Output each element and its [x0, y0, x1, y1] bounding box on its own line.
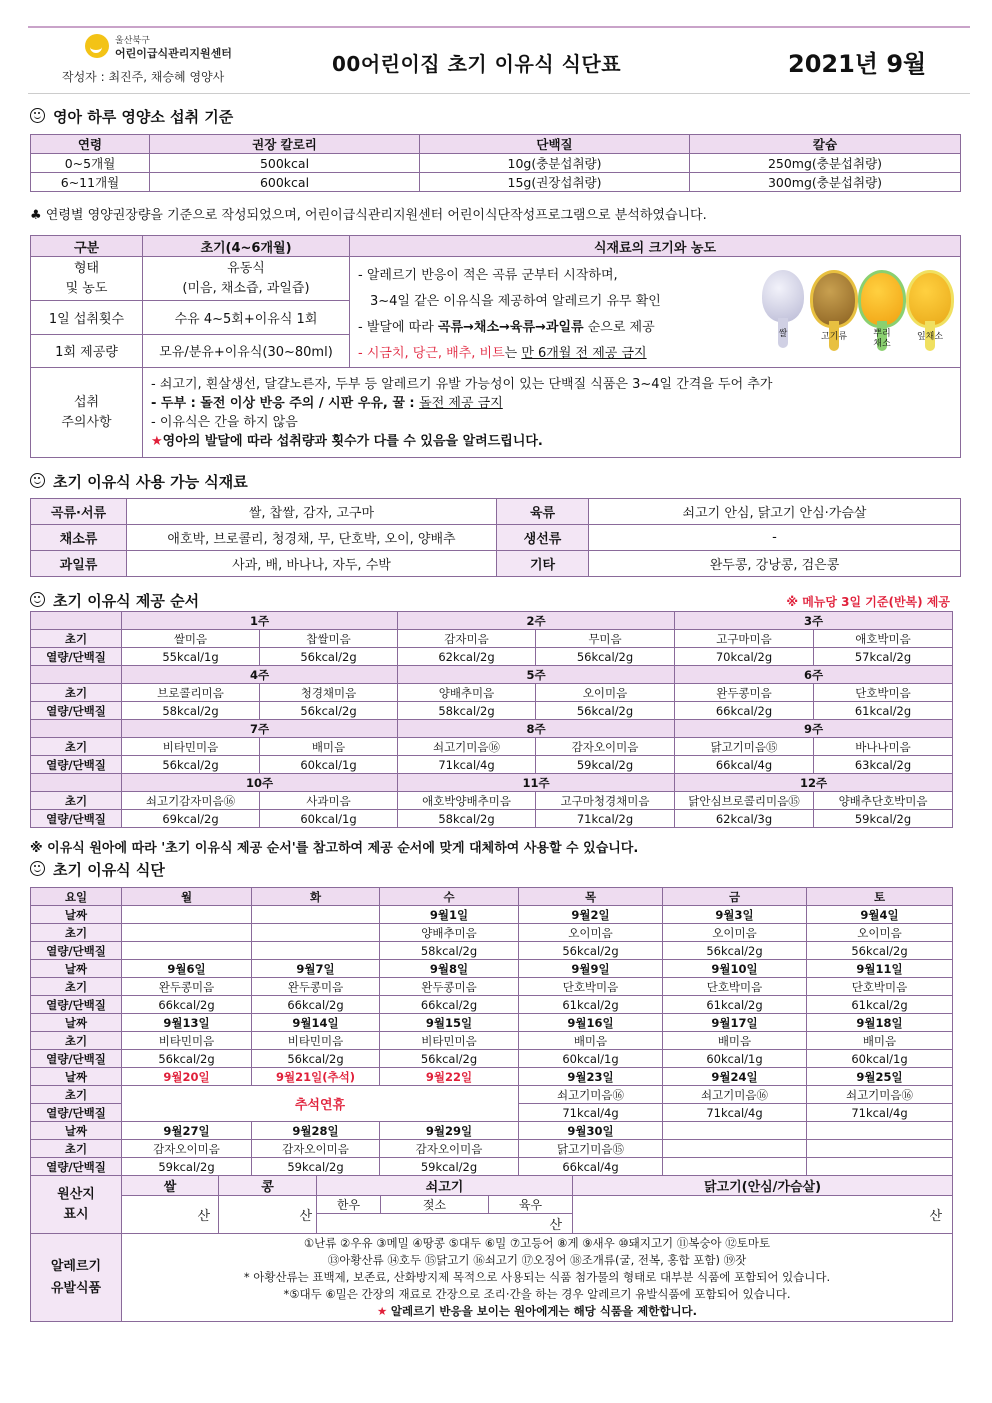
order-kcal-row: 열량/단백질 69kcal/2g 60kcal/1g 58kcal/2g 71kcal/2g 62kcal/3g 59kcal/2g — [31, 810, 953, 828]
kcal-value — [807, 1158, 953, 1176]
origin-bean: 콩 — [219, 1176, 317, 1196]
root-vegetable-spoon-image: 뿌리 채소 — [858, 270, 906, 328]
kcal-value: 59kcal/2g — [380, 1158, 519, 1176]
menu-item: 감자오이미음 — [252, 1140, 380, 1158]
allergy-note-2: *⑤대두 ⑥밀은 간장의 재료로 간장으로 조리·간을 하는 경우 알레르기 유발식품에 포함되어 있습니다. — [283, 1287, 791, 1301]
kcal-value: 71kcal/4g — [519, 1104, 663, 1122]
guide-header-category: 구분 — [31, 236, 143, 257]
menu-item: 양배추미음 — [380, 924, 519, 942]
week-label: 7주 — [122, 720, 398, 738]
kcal-value: 61kcal/2g — [519, 996, 663, 1014]
star-icon: ★ — [151, 433, 163, 449]
menu-item: 배미음 — [519, 1032, 663, 1050]
table-row: 채소류 애호박, 브로콜리, 청경채, 무, 단호박, 오이, 양배추 생선류 - — [31, 525, 961, 551]
menu-item: 찹쌀미음 — [260, 630, 398, 648]
order-footnote: ※ 이유식 원아에 따라 '초기 이유식 제공 순서'를 참고하여 제공 순서에 맞게 대체하여 사용할 수 있습니다. — [30, 841, 639, 856]
menu-item: 쇠고기미음⑯ — [663, 1086, 807, 1104]
guide-amount-label: 1회 제공량 — [31, 334, 143, 367]
section-order-title: 초기 이유식 제공 순서 — [30, 590, 199, 611]
date-cell: 9월16일 — [519, 1014, 663, 1032]
menu-item: 배미음 — [663, 1032, 807, 1050]
kcal-value: 71kcal/2g — [536, 810, 675, 828]
allergy-warning: ★ 알레르기 반응을 보이는 원아에게는 해당 식품을 제한합니다. — [376, 1304, 698, 1318]
menu-item: 오이미음 — [807, 924, 953, 942]
menu-item: 비타민미음 — [252, 1032, 380, 1050]
day-label: 월 — [122, 888, 252, 906]
allergy-note-1: * 아황산류는 표백제, 보존료, 산화방지제 목적으로 사용되는 식품 첨가물의 형태로 대부분 식품에 포함되어 있습니다. — [243, 1270, 831, 1284]
smile-logo-icon — [85, 34, 109, 58]
date-cell: 9월9일 — [519, 960, 663, 978]
date-cell — [252, 906, 380, 924]
week-label: 6주 — [675, 666, 953, 684]
table-row: 6~11개월 600kcal 15g(권장섭취량) 300mg(충분섭취량) — [31, 173, 961, 192]
date-cell: 9월20일 — [122, 1068, 252, 1086]
size-line-1: - 알레르기 반응이 적은 곡류 군부터 시작하며, — [358, 268, 618, 283]
size-line-3: - 발달에 따라 곡류→채소→육류→과일류 순으로 제공 — [358, 320, 655, 335]
menu-item: 사과미음 — [260, 792, 398, 810]
menu-item: 비타민미음 — [122, 738, 260, 756]
origin-label: 원산지 표시 — [31, 1176, 122, 1234]
kcal-row: 열량/단백질 56kcal/2g 56kcal/2g 56kcal/2g 60kcal/1g 60kcal/1g 60kcal/1g — [31, 1050, 953, 1068]
origin-beef: 쇠고기 — [317, 1176, 573, 1196]
kcal-value: 71kcal/4g — [398, 756, 536, 774]
smile-icon — [30, 473, 45, 488]
spoon-photos — [758, 270, 953, 352]
meat-spoon-image: 고기류 — [810, 270, 858, 328]
guide-times-value: 수유 4~5회+이유식 1회 — [143, 301, 350, 334]
menu-item: 쌀미음 — [122, 630, 260, 648]
guide-caution-cell: - 쇠고기, 흰살생선, 달걀노른자, 두부 등 알레르기 유발 가능성이 있는 단백질 식품은 3~4일 간격을 두어 추가 - 두부 : 돌전 이상 반응 주의 / 시판 우유, 꿀 : 돌전 제공 금지 - 이유식은 간을 하지 않음 ★영아의 발달에 따라 섭취량과 횟수가 다를 수 있음을 알려드립니다. — [143, 368, 961, 458]
kcal-value — [663, 1158, 807, 1176]
section-intake-title: 영아 하루 영양소 섭취 기준 — [30, 106, 233, 127]
menu-item: 무미음 — [536, 630, 675, 648]
date-row: 날짜 9월27일 9월28일 9월29일 9월30일 — [31, 1122, 953, 1140]
date-cell: 9월1일 — [380, 906, 519, 924]
menu-item — [807, 1140, 953, 1158]
day-label: 토 — [807, 888, 953, 906]
menu-item — [122, 924, 252, 942]
menu-item: 배미음 — [807, 1032, 953, 1050]
date-cell: 9월22일 — [380, 1068, 519, 1086]
menu-item: 청경채미음 — [260, 684, 398, 702]
order-week-row — [31, 720, 953, 738]
menu-row: 초기 추석연휴 쇠고기미음⑯ 쇠고기미음⑯ 쇠고기미음⑯ — [31, 1086, 953, 1104]
table-row: 곡류·서류 쌀, 찹쌀, 감자, 고구마 육류 쇠고기 안심, 닭고기 안심·가슴살 — [31, 499, 961, 525]
week-label: 10주 — [122, 774, 398, 792]
kcal-value: 71kcal/4g — [663, 1104, 807, 1122]
date-cell: 9월21일(추석) — [252, 1068, 380, 1086]
date-cell: 9월25일 — [807, 1068, 953, 1086]
intake-header-protein: 단백질 — [420, 135, 690, 154]
date-row: 날짜 9월6일 9월7일 9월8일 9월9일 9월10일 9월11일 — [31, 960, 953, 978]
kcal-value: 66kcal/2g — [380, 996, 519, 1014]
date-cell: 9월23일 — [519, 1068, 663, 1086]
menu-item: 감자오이미음 — [122, 1140, 252, 1158]
week-label: 4주 — [122, 666, 398, 684]
guide-header-size: 식재료의 크기와 농도 — [350, 236, 961, 257]
kcal-value: 58kcal/2g — [398, 702, 536, 720]
kcal-value: 66kcal/2g — [122, 996, 252, 1014]
menu-item: 양배추단호박미음 — [814, 792, 953, 810]
date-cell: 9월8일 — [380, 960, 519, 978]
week-label: 11주 — [398, 774, 675, 792]
menu-item: 애호박미음 — [814, 630, 953, 648]
page-title: 00어린이집 초기 이유식 식단표 — [332, 52, 622, 76]
guide-caution-label: 섭취 주의사항 — [31, 368, 143, 458]
date-cell: 9월27일 — [122, 1122, 252, 1140]
kcal-value: 71kcal/4g — [807, 1104, 953, 1122]
size-line-4: - 시금치, 당근, 배추, 비트는 만 6개월 전 제공 금지 — [358, 346, 647, 361]
day-label: 화 — [252, 888, 380, 906]
menu-row: 초기 완두콩미음 완두콩미음 완두콩미음 단호박미음 단호박미음 단호박미음 — [31, 978, 953, 996]
date-cell: 9월30일 — [519, 1122, 663, 1140]
week-label: 8주 — [398, 720, 675, 738]
smile-icon — [30, 108, 45, 123]
menu-item: 감자오이미음 — [536, 738, 675, 756]
date-cell: 9월6일 — [122, 960, 252, 978]
week-label: 2주 — [398, 612, 675, 630]
day-label: 목 — [519, 888, 663, 906]
origin-beef-value: 산 — [317, 1214, 573, 1234]
week-label: 9주 — [675, 720, 953, 738]
kcal-value: 60kcal/1g — [260, 810, 398, 828]
menu-item: 닭고기미음⑮ — [675, 738, 814, 756]
menu-month: 2021년 9월 — [788, 50, 927, 78]
size-line-2: 3~4일 같은 이유식을 제공하여 알레르기 유무 확인 — [370, 294, 661, 309]
kcal-row: 열량/단백질 71kcal/4g 71kcal/4g 71kcal/4g — [31, 1104, 953, 1122]
menu-item: 고구마청경채미음 — [536, 792, 675, 810]
order-menu-row: 초기 쌀미음 찹쌀미음 감자미음 무미음 고구마미음 애호박미음 — [31, 630, 953, 648]
days-row: 요일 월 화 수 목 금 토 — [31, 888, 953, 906]
week-label: 12주 — [675, 774, 953, 792]
menu-item: 단호박미음 — [814, 684, 953, 702]
order-week-row — [31, 612, 953, 630]
menu-item: 고구마미음 — [675, 630, 814, 648]
kcal-value: 56kcal/2g — [807, 942, 953, 960]
kcal-value: 66kcal/2g — [252, 996, 380, 1014]
table-row: 과일류 사과, 배, 바나나, 자두, 수박 기타 완두콩, 강낭콩, 검은콩 — [31, 551, 961, 577]
origin-chicken-value: 산 — [573, 1196, 953, 1234]
day-label: 금 — [663, 888, 807, 906]
week-label: 1주 — [122, 612, 398, 630]
intake-header-calorie: 권장 칼로리 — [150, 135, 420, 154]
kcal-value: 56kcal/2g — [260, 648, 398, 666]
date-cell: 9월7일 — [252, 960, 380, 978]
logo-region: 울산북구 — [115, 36, 150, 46]
kcal-value: 59kcal/2g — [122, 1158, 252, 1176]
header-divider — [28, 93, 970, 94]
date-cell — [663, 1122, 807, 1140]
kcal-value: 56kcal/2g — [122, 756, 260, 774]
menu-item: 비타민미음 — [380, 1032, 519, 1050]
menu-item: 감자미음 — [398, 630, 536, 648]
guide-header-early: 초기(4~6개월) — [143, 236, 350, 257]
menu-item: 쇠고기미음⑯ — [807, 1086, 953, 1104]
week-label: 3주 — [675, 612, 953, 630]
kcal-value: 58kcal/2g — [398, 810, 536, 828]
kcal-value: 60kcal/1g — [807, 1050, 953, 1068]
menu-item: 비타민미음 — [122, 1032, 252, 1050]
date-cell: 9월10일 — [663, 960, 807, 978]
menu-item: 완두콩미음 — [380, 978, 519, 996]
allergy-cell — [122, 1234, 953, 1322]
guide-times-label: 1일 섭취횟수 — [31, 301, 143, 334]
date-cell — [122, 906, 252, 924]
kcal-value: 61kcal/2g — [807, 996, 953, 1014]
menu-item: 오이미음 — [519, 924, 663, 942]
menu-item: 오이미음 — [663, 924, 807, 942]
menu-item — [252, 924, 380, 942]
kcal-value: 56kcal/2g — [663, 942, 807, 960]
date-cell: 9월3일 — [663, 906, 807, 924]
kcal-value: 60kcal/1g — [519, 1050, 663, 1068]
smile-icon — [30, 592, 45, 607]
menu-item: 단호박미음 — [519, 978, 663, 996]
kcal-value: 56kcal/2g — [519, 942, 663, 960]
order-table — [30, 611, 953, 828]
menu-item: 애호박양배추미음 — [398, 792, 536, 810]
order-week-row — [31, 666, 953, 684]
table-row: 0~5개월 500kcal 10g(충분섭취량) 250mg(충분섭취량) — [31, 154, 961, 173]
smile-icon — [30, 861, 45, 876]
kcal-value: 57kcal/2g — [814, 648, 953, 666]
menu-item — [663, 1140, 807, 1158]
kcal-value: 56kcal/2g — [252, 1050, 380, 1068]
kcal-value: 62kcal/2g — [398, 648, 536, 666]
menu-table — [30, 887, 953, 1176]
kcal-value: 56kcal/2g — [536, 702, 675, 720]
intake-header-calcium: 칼슘 — [690, 135, 961, 154]
menu-item: 양배추미음 — [398, 684, 536, 702]
menu-item: 감자오이미음 — [380, 1140, 519, 1158]
star-icon: ★ — [376, 1304, 388, 1318]
kcal-value: 60kcal/1g — [663, 1050, 807, 1068]
order-kcal-row: 열량/단백질 58kcal/2g 56kcal/2g 58kcal/2g 56kcal/2g 66kcal/2g 61kcal/2g — [31, 702, 953, 720]
order-menu-row: 초기 비타민미음 배미음 쇠고기미음⑯ 감자오이미음 닭고기미음⑮ 바나나미음 — [31, 738, 953, 756]
kcal-value: 61kcal/2g — [663, 996, 807, 1014]
date-cell: 9월17일 — [663, 1014, 807, 1032]
date-cell: 9월18일 — [807, 1014, 953, 1032]
allergy-label: 알레르기 유발식품 — [31, 1234, 122, 1322]
holiday-label: 추석연휴 — [122, 1086, 519, 1122]
kcal-value: 63kcal/2g — [814, 756, 953, 774]
date-cell: 9월29일 — [380, 1122, 519, 1140]
kcal-value: 70kcal/2g — [675, 648, 814, 666]
menu-item: 쇠고기감자미음⑯ — [122, 792, 260, 810]
author: 작성자 : 최진주, 채승혜 영양사 — [62, 70, 225, 84]
menu-item: 완두콩미음 — [122, 978, 252, 996]
origin-bean-value: 산 — [219, 1196, 317, 1234]
kcal-value: 66kcal/4g — [675, 756, 814, 774]
foods-table — [30, 498, 961, 577]
date-row: 날짜 9월1일 9월2일 9월3일 9월4일 — [31, 906, 953, 924]
guide-form-value: 유동식 (미음, 채소즙, 과일즙) — [143, 257, 350, 301]
origin-chicken: 닭고기(안심/가슴살) — [573, 1176, 953, 1196]
leaf-vegetable-spoon-image: 잎채소 — [906, 270, 954, 328]
center-logo — [85, 32, 275, 68]
date-row: 날짜 9월20일 9월21일(추석) 9월22일 9월23일 9월24일 9월25일 — [31, 1068, 953, 1086]
kcal-value: 66kcal/4g — [519, 1158, 663, 1176]
order-kcal-row: 열량/단백질 56kcal/2g 60kcal/1g 71kcal/4g 59kcal/2g 66kcal/4g 63kcal/2g — [31, 756, 953, 774]
date-cell: 9월14일 — [252, 1014, 380, 1032]
intake-header-age: 연령 — [31, 135, 150, 154]
origin-rice: 쌀 — [122, 1176, 219, 1196]
menu-item: 배미음 — [260, 738, 398, 756]
kcal-value: 66kcal/2g — [675, 702, 814, 720]
rice-spoon-image: 쌀 — [762, 270, 804, 322]
date-cell: 9월4일 — [807, 906, 953, 924]
order-menu-row: 초기 쇠고기감자미음⑯ 사과미음 애호박양배추미음 고구마청경채미음 닭안심브로콜리미음⑮ 양배추단호박미음 — [31, 792, 953, 810]
kcal-value: 59kcal/2g — [252, 1158, 380, 1176]
date-cell — [807, 1122, 953, 1140]
date-cell: 9월11일 — [807, 960, 953, 978]
menu-item: 닭안심브로콜리미음⑮ — [675, 792, 814, 810]
menu-row: 초기 양배추미음 오이미음 오이미음 오이미음 — [31, 924, 953, 942]
kcal-value: 59kcal/2g — [536, 756, 675, 774]
menu-item: 브로콜리미음 — [122, 684, 260, 702]
menu-item: 쇠고기미음⑯ — [398, 738, 536, 756]
menu-item: 쇠고기미음⑯ — [519, 1086, 663, 1104]
kcal-row: 열량/단백질 66kcal/2g 66kcal/2g 66kcal/2g 61kcal/2g 61kcal/2g 61kcal/2g — [31, 996, 953, 1014]
order-note: ※ 메뉴당 3일 기준(반복) 제공 — [786, 595, 950, 609]
kcal-value: 60kcal/1g — [260, 756, 398, 774]
date-cell: 9월15일 — [380, 1014, 519, 1032]
origin-rice-value: 산 — [122, 1196, 219, 1234]
date-cell: 9월24일 — [663, 1068, 807, 1086]
kcal-row: 열량/단백질 58kcal/2g 56kcal/2g 56kcal/2g 56kcal/2g — [31, 942, 953, 960]
day-label: 수 — [380, 888, 519, 906]
date-cell: 9월13일 — [122, 1014, 252, 1032]
kcal-value: 59kcal/2g — [814, 810, 953, 828]
kcal-value: 56kcal/2g — [536, 648, 675, 666]
menu-item: 닭고기미음⑮ — [519, 1140, 663, 1158]
kcal-row: 열량/단백질 59kcal/2g 59kcal/2g 59kcal/2g 66kcal/4g — [31, 1158, 953, 1176]
menu-item: 완두콩미음 — [252, 978, 380, 996]
date-cell: 9월28일 — [252, 1122, 380, 1140]
guide-amount-value: 모유/분유+이유식(30~80ml) — [143, 334, 350, 367]
kcal-value: 55kcal/1g — [122, 648, 260, 666]
guide-form-label: 형태 및 농도 — [31, 257, 143, 301]
intake-table — [30, 134, 961, 192]
allergy-list-2: ⑬아황산류 ⑭호두 ⑮닭고기 ⑯쇠고기 ⑰오징어 ⑱조개류(굴, 전복, 홍합 포함) ⑲잣 — [327, 1253, 747, 1267]
menu-item: 바나나미음 — [814, 738, 953, 756]
kcal-value — [122, 942, 252, 960]
kcal-value — [252, 942, 380, 960]
logo-name: 어린이급식관리지원센터 — [115, 47, 232, 60]
kcal-value: 69kcal/2g — [122, 810, 260, 828]
allergy-list-1: ①난류 ②우유 ③메밀 ④땅콩 ⑤대두 ⑥밀 ⑦고등어 ⑧게 ⑨새우 ⑩돼지고기 ⑪복숭아 ⑫토마토 — [303, 1236, 771, 1250]
date-cell: 9월2일 — [519, 906, 663, 924]
section-foods-title: 초기 이유식 사용 가능 식재료 — [30, 471, 248, 492]
menu-item: 단호박미음 — [663, 978, 807, 996]
kcal-value: 58kcal/2g — [122, 702, 260, 720]
top-divider — [28, 26, 970, 28]
kcal-value: 56kcal/2g — [260, 702, 398, 720]
menu-row: 초기 감자오이미음 감자오이미음 감자오이미음 닭고기미음⑮ — [31, 1140, 953, 1158]
menu-row: 초기 비타민미음 비타민미음 비타민미음 배미음 배미음 배미음 — [31, 1032, 953, 1050]
order-menu-row: 초기 브로콜리미음 청경채미음 양배추미음 오이미음 완두콩미음 단호박미음 — [31, 684, 953, 702]
kcal-value: 56kcal/2g — [122, 1050, 252, 1068]
kcal-value: 56kcal/2g — [380, 1050, 519, 1068]
order-week-row — [31, 774, 953, 792]
menu-item: 완두콩미음 — [675, 684, 814, 702]
kcal-value: 61kcal/2g — [814, 702, 953, 720]
order-kcal-row: 열량/단백질 55kcal/1g 56kcal/2g 62kcal/2g 56kcal/2g 70kcal/2g 57kcal/2g — [31, 648, 953, 666]
section-menu-title: 초기 이유식 식단 — [30, 859, 165, 880]
origin-table: 원산지 표시 쌀 콩 쇠고기 닭고기(안심/가슴살) 산 산 한우 젖소 육우 산 산 알레르기 유발식품 ①난류 ②우유 ③메밀 ④땅콩 ⑤대두 ⑥밀 ⑦고등어 ⑧게 ⑨새우 ⑩돼지고기 ⑪복숭아 ⑫토마토 ⑬아황산류 ⑭호두 ⑮닭고기 ⑯쇠고기 ⑰오징어 ⑱조개류(굴, 전복, 홍합 포함) ⑲잣 * 아황산류는 표백제, 보존료, 산화방지제 목적으로 사용되는 식품 첨가물의 형태로 대부분 식품에 포함되어 있습니다. *⑤대두 ⑥밀은 간장의 재료로 간장으로 조리·간을 하는 경우 알레르기 유발식품에 포함되어 있습니다. ★ 알레르기 반응을 보이는 원아에게는 해당 식품을 제한합니다. — [30, 1175, 953, 1322]
kcal-value: 62kcal/3g — [675, 810, 814, 828]
kcal-value: 58kcal/2g — [380, 942, 519, 960]
intake-note: ♣ 연령별 영양권장량을 기준으로 작성되었으며, 어린이급식관리지원센터 어린이식단작성프로그램으로 분석하였습니다. — [30, 208, 707, 223]
week-label: 5주 — [398, 666, 675, 684]
menu-item: 단호박미음 — [807, 978, 953, 996]
menu-item: 오이미음 — [536, 684, 675, 702]
date-row: 날짜 9월13일 9월14일 9월15일 9월16일 9월17일 9월18일 — [31, 1014, 953, 1032]
